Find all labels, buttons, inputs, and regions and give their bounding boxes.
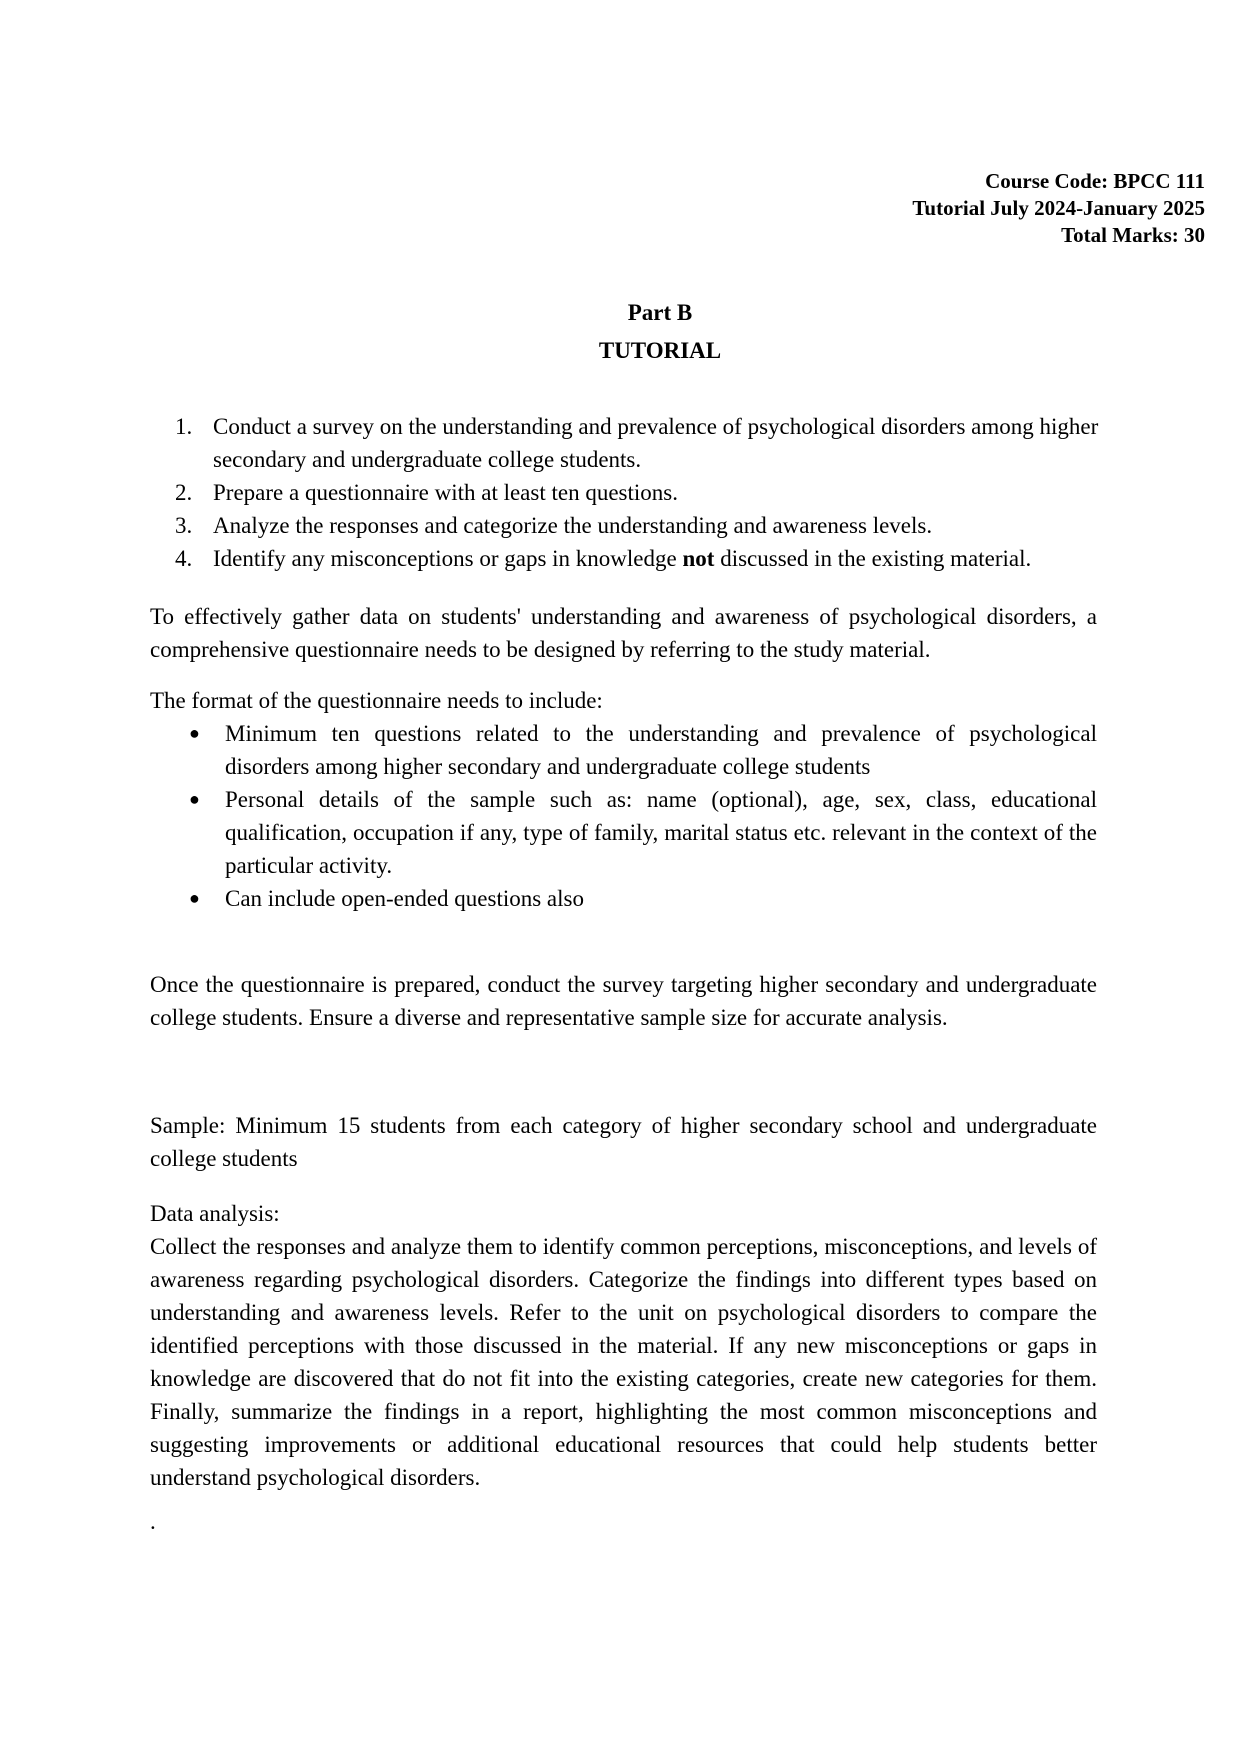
- analysis-heading: Data analysis:: [150, 1201, 280, 1226]
- total-marks: Total Marks: 30: [1061, 223, 1205, 247]
- list-item: [175, 476, 1125, 509]
- list-item: [185, 783, 1097, 882]
- intro-paragraph: To effectively gather data on students' understanding and awareness of psychological disorders, a comprehensive questionnaire needs to be designed by referring to the study material.: [150, 604, 1097, 662]
- item-number: 2.: [175, 480, 193, 505]
- list-item: [175, 542, 1125, 575]
- item-text-before: Identify any misconceptions or gaps in knowledge: [213, 546, 683, 571]
- section-title: TUTORIAL: [598, 338, 722, 363]
- sample-paragraph: Sample: Minimum 15 students from each category of higher secondary school and undergraduate college students: [150, 1113, 1097, 1171]
- bullet-icon: ●: [189, 723, 200, 743]
- list-item: [185, 882, 1097, 915]
- item-text: Prepare a questionnaire with at least ten questions.: [213, 480, 678, 505]
- item-number: 1.: [175, 414, 193, 439]
- item-emphasis: not: [682, 546, 715, 571]
- analysis-paragraph: Collect the responses and analyze them to identify common perceptions, misconceptions, and levels of awareness regarding psychological disorders. Categorize the findings into different types based on understanding and awareness levels. Refer to the unit on psychological disorders to compare the identified perceptions with those discussed in the material. If any new misconceptions or gaps in knowledge are discovered that do not fit into the existing categories, create new categories for them. Finally, summarize the findings in a report, highlighting the most common misconceptions and suggesting improvements or additional educational resources that could help students better understand psychological disorders.: [150, 1234, 1097, 1490]
- item-text-after: discussed in the existing material.: [714, 546, 1032, 571]
- task-list: [175, 410, 1125, 575]
- list-item: [175, 410, 1125, 476]
- bullet-icon: ●: [189, 888, 200, 908]
- course-code: Course Code: BPCC 111: [985, 169, 1205, 193]
- part-title: Part B: [627, 300, 693, 325]
- item-text: Can include open-ended questions also: [225, 886, 584, 911]
- item-number: 4.: [175, 546, 193, 571]
- bullet-icon: ●: [189, 789, 200, 809]
- course-header: [912, 168, 1205, 249]
- survey-paragraph: Once the questionnaire is prepared, conduct the survey targeting higher secondary and undergraduate college students. Ensure a diverse and representative sample size for accurate analysis.: [150, 972, 1097, 1030]
- item-text: Minimum ten questions related to the understanding and prevalence of psychological disorders among higher secondary and undergraduate college students: [225, 721, 1097, 779]
- trailing-mark: .: [150, 1509, 156, 1534]
- item-text: Personal details of the sample such as: name (optional), age, sex, class, educational qualification, occupation if any, type of family, marital status etc. relevant in the context of the particular activity.: [225, 787, 1097, 878]
- tutorial-period: Tutorial July 2024-January 2025: [912, 196, 1205, 220]
- item-number: 3.: [175, 513, 193, 538]
- list-item: [175, 509, 1125, 542]
- format-heading: The format of the questionnaire needs to include:: [150, 688, 603, 713]
- item-text: Conduct a survey on the understanding and prevalence of psychological disorders among higher secondary and undergraduate college students.: [213, 414, 1099, 472]
- item-text: Analyze the responses and categorize the understanding and awareness levels.: [213, 513, 933, 538]
- list-item: [185, 717, 1097, 783]
- format-bullet-list: [185, 717, 1097, 915]
